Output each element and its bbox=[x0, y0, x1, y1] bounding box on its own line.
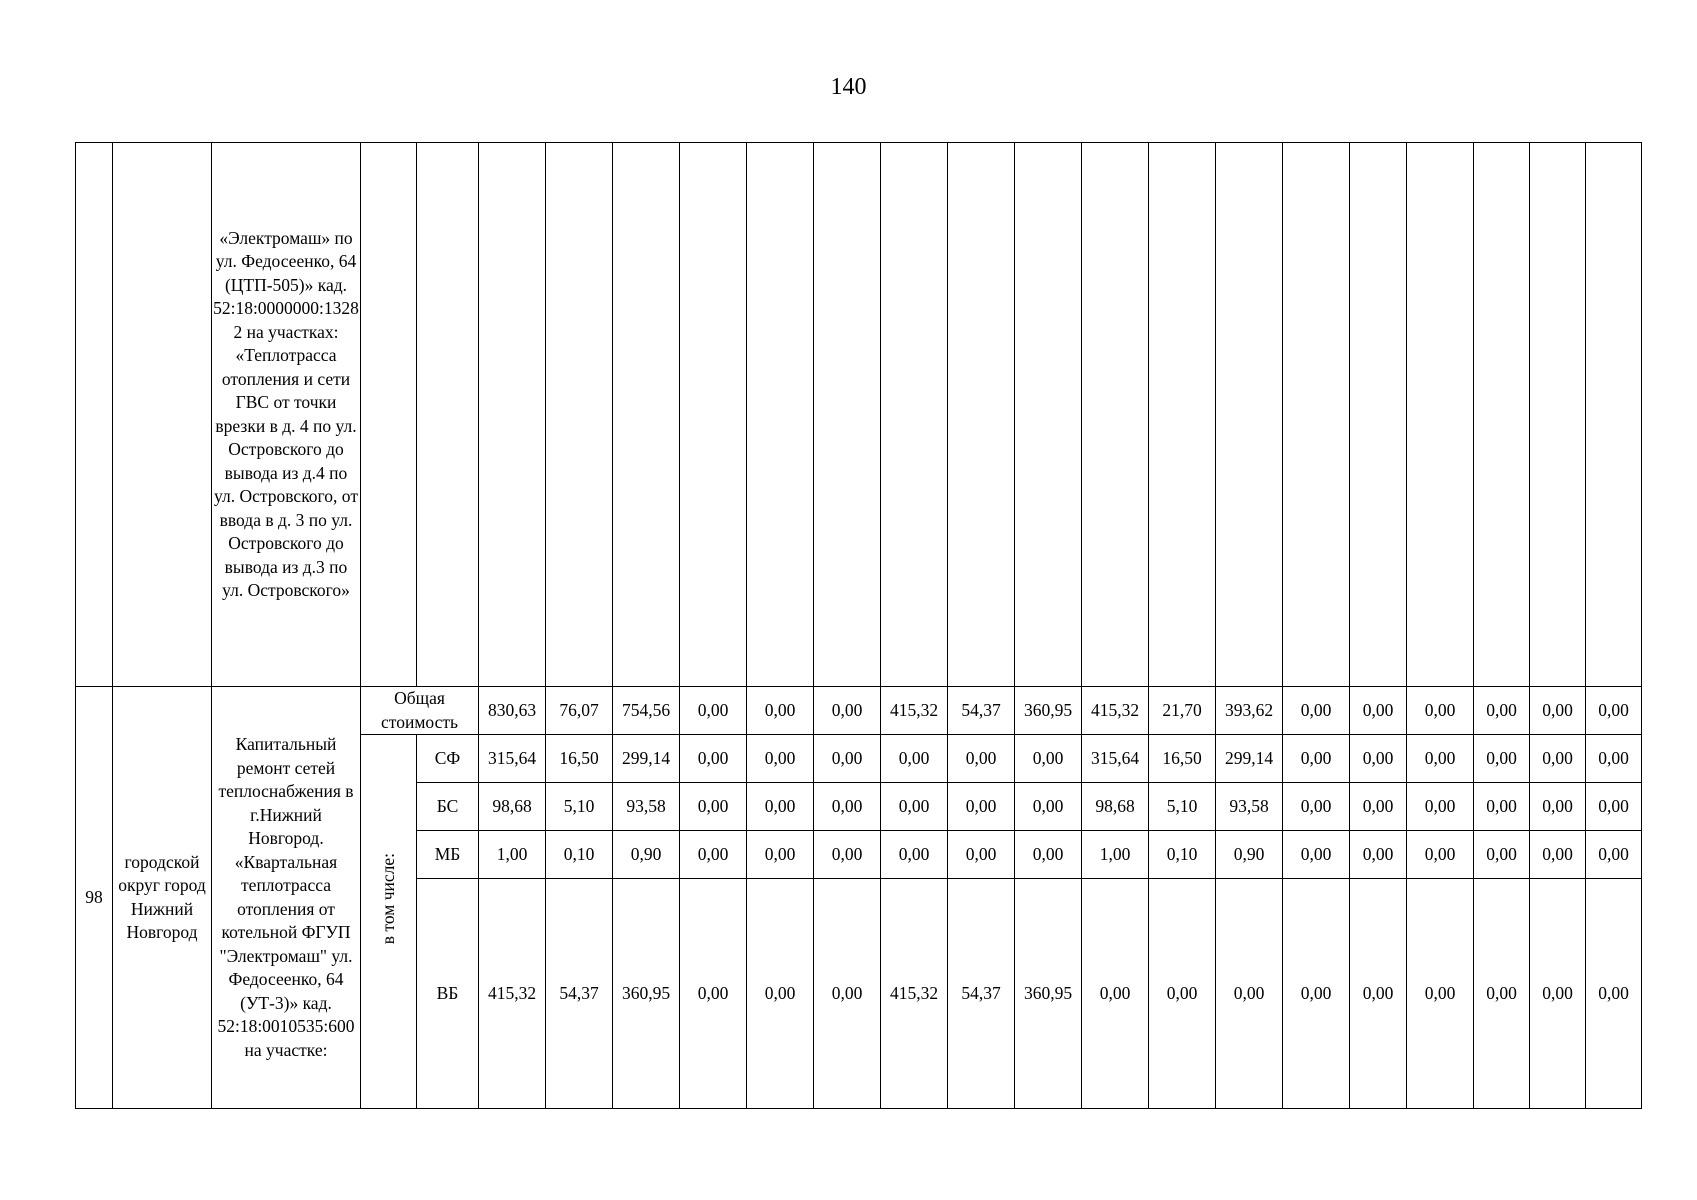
value-cell: 299,14 bbox=[1216, 735, 1283, 783]
including-label: в том числе: bbox=[377, 852, 398, 944]
value-cell: 0,00 bbox=[1015, 735, 1082, 783]
value-cell: 0,00 bbox=[680, 783, 747, 831]
value-cell: 0,00 bbox=[747, 783, 814, 831]
value-cell: 0,00 bbox=[881, 783, 948, 831]
value-cell: 0,00 bbox=[680, 831, 747, 879]
value-cell: 0,00 bbox=[948, 831, 1015, 879]
value-cell: 0,00 bbox=[1350, 783, 1407, 831]
value-cell: 754,56 bbox=[613, 687, 680, 735]
value-cell: 0,00 bbox=[948, 735, 1015, 783]
value-cell: 0,00 bbox=[1474, 831, 1530, 879]
value-cell: 0,00 bbox=[1407, 879, 1474, 1109]
value-cell: 93,58 bbox=[613, 783, 680, 831]
value-cell: 0,00 bbox=[1216, 879, 1283, 1109]
value-cell: 415,32 bbox=[881, 879, 948, 1109]
value-cell: 0,00 bbox=[1407, 735, 1474, 783]
value-cell: 0,00 bbox=[1530, 735, 1586, 783]
value-cell: 5,10 bbox=[1149, 783, 1216, 831]
value-cell: 415,32 bbox=[1082, 687, 1149, 735]
source-label: СФ bbox=[417, 735, 479, 783]
value-cell: 315,64 bbox=[479, 735, 546, 783]
entry-municipality: городской округ город Нижний Новгород bbox=[113, 687, 212, 1109]
value-cell: 93,58 bbox=[1216, 783, 1283, 831]
source-label: ВБ bbox=[417, 879, 479, 1109]
value-cell: 16,50 bbox=[546, 735, 613, 783]
value-cell: 98,68 bbox=[479, 783, 546, 831]
value-cell: 415,32 bbox=[479, 879, 546, 1109]
value-cell: 0,00 bbox=[1586, 879, 1642, 1109]
value-cell: 54,37 bbox=[948, 879, 1015, 1109]
value-cell: 0,10 bbox=[1149, 831, 1216, 879]
value-cell: 0,00 bbox=[1350, 687, 1407, 735]
source-label: БС bbox=[417, 783, 479, 831]
value-cell: 0,00 bbox=[1530, 687, 1586, 735]
value-cell: 0,00 bbox=[747, 831, 814, 879]
value-cell: 0,00 bbox=[1474, 735, 1530, 783]
value-cell: 5,10 bbox=[546, 783, 613, 831]
value-cell: 21,70 bbox=[1149, 687, 1216, 735]
value-cell: 0,90 bbox=[1216, 831, 1283, 879]
including-label-cell bbox=[361, 735, 417, 1109]
value-cell: 0,00 bbox=[1530, 879, 1586, 1109]
value-cell: 299,14 bbox=[613, 735, 680, 783]
value-cell: 360,95 bbox=[1015, 879, 1082, 1109]
value-cell: 0,00 bbox=[814, 735, 881, 783]
value-cell: 0,00 bbox=[1350, 879, 1407, 1109]
value-cell: 0,00 bbox=[680, 879, 747, 1109]
value-cell: 0,00 bbox=[1586, 687, 1642, 735]
value-cell: 315,64 bbox=[1082, 735, 1149, 783]
value-cell: 0,00 bbox=[1149, 879, 1216, 1109]
value-cell: 360,95 bbox=[613, 879, 680, 1109]
source-label: МБ bbox=[417, 831, 479, 879]
value-cell: 360,95 bbox=[1015, 687, 1082, 735]
continuation-description: «Электромаш» по ул. Федосеенко, 64 (ЦТП-505)» кад. 52:18:0000000:13282 на участках: «Теплотрасса отопления и сети ГВС от точки врезки в д. 4 по ул. Островского до вывода из д.4 по ул. Островского, от ввода в д. 3 по ул. Островского до вывода из д.3 по ул. Островского» bbox=[212, 143, 361, 687]
value-cell: 0,00 bbox=[1530, 831, 1586, 879]
value-cell: 0,00 bbox=[1474, 783, 1530, 831]
value-cell: 0,00 bbox=[1283, 831, 1350, 879]
value-cell: 0,00 bbox=[1015, 831, 1082, 879]
value-cell: 1,00 bbox=[1082, 831, 1149, 879]
value-cell: 0,00 bbox=[680, 687, 747, 735]
value-cell: 0,00 bbox=[1283, 687, 1350, 735]
value-cell: 0,00 bbox=[881, 735, 948, 783]
value-cell: 0,00 bbox=[747, 687, 814, 735]
page-number: 140 bbox=[830, 74, 867, 100]
value-cell: 0,00 bbox=[948, 783, 1015, 831]
value-cell: 0,00 bbox=[1586, 735, 1642, 783]
value-cell: 0,00 bbox=[1407, 783, 1474, 831]
entry-row-total bbox=[76, 687, 1642, 735]
value-cell: 830,63 bbox=[479, 687, 546, 735]
value-cell: 0,00 bbox=[881, 831, 948, 879]
value-cell: 0,00 bbox=[814, 831, 881, 879]
value-cell: 0,00 bbox=[680, 735, 747, 783]
continuation-municipality-cell bbox=[113, 143, 212, 687]
value-cell: 0,00 bbox=[1474, 879, 1530, 1109]
value-cell: 0,00 bbox=[1015, 783, 1082, 831]
value-cell: 0,90 bbox=[613, 831, 680, 879]
budget-table bbox=[75, 142, 1642, 1109]
value-cell: 0,00 bbox=[1530, 783, 1586, 831]
value-cell: 0,00 bbox=[1350, 735, 1407, 783]
value-cell: 0,10 bbox=[546, 831, 613, 879]
value-cell: 0,00 bbox=[1407, 687, 1474, 735]
value-cell: 0,00 bbox=[1283, 783, 1350, 831]
value-cell: 0,00 bbox=[1350, 831, 1407, 879]
value-cell: 0,00 bbox=[814, 783, 881, 831]
value-cell: 0,00 bbox=[1283, 879, 1350, 1109]
value-cell: 0,00 bbox=[1283, 735, 1350, 783]
entry-description: Капитальный ремонт сетей теплоснабжения в г.Нижний Новгород. «Квартальная теплотрасса отопления от котельной ФГУП "Электромаш" ул. Федосеенко, 64 (УТ-3)» кад. 52:18:0010535:600 на участке: bbox=[212, 687, 361, 1109]
continuation-row bbox=[76, 143, 1642, 687]
value-cell: 54,37 bbox=[546, 879, 613, 1109]
value-cell: 0,00 bbox=[1407, 831, 1474, 879]
value-cell: 1,00 bbox=[479, 831, 546, 879]
continuation-number-cell bbox=[76, 143, 113, 687]
value-cell: 0,00 bbox=[814, 879, 881, 1109]
value-cell: 0,00 bbox=[1474, 687, 1530, 735]
value-cell: 393,62 bbox=[1216, 687, 1283, 735]
value-cell: 98,68 bbox=[1082, 783, 1149, 831]
value-cell: 54,37 bbox=[948, 687, 1015, 735]
value-cell: 76,07 bbox=[546, 687, 613, 735]
value-cell: 0,00 bbox=[814, 687, 881, 735]
value-cell: 415,32 bbox=[881, 687, 948, 735]
value-cell: 0,00 bbox=[1586, 831, 1642, 879]
total-label: Общая стоимость bbox=[361, 687, 479, 735]
value-cell: 0,00 bbox=[747, 879, 814, 1109]
value-cell: 0,00 bbox=[747, 735, 814, 783]
value-cell: 0,00 bbox=[1586, 783, 1642, 831]
entry-number: 98 bbox=[76, 687, 113, 1109]
value-cell: 16,50 bbox=[1149, 735, 1216, 783]
value-cell: 0,00 bbox=[1082, 879, 1149, 1109]
